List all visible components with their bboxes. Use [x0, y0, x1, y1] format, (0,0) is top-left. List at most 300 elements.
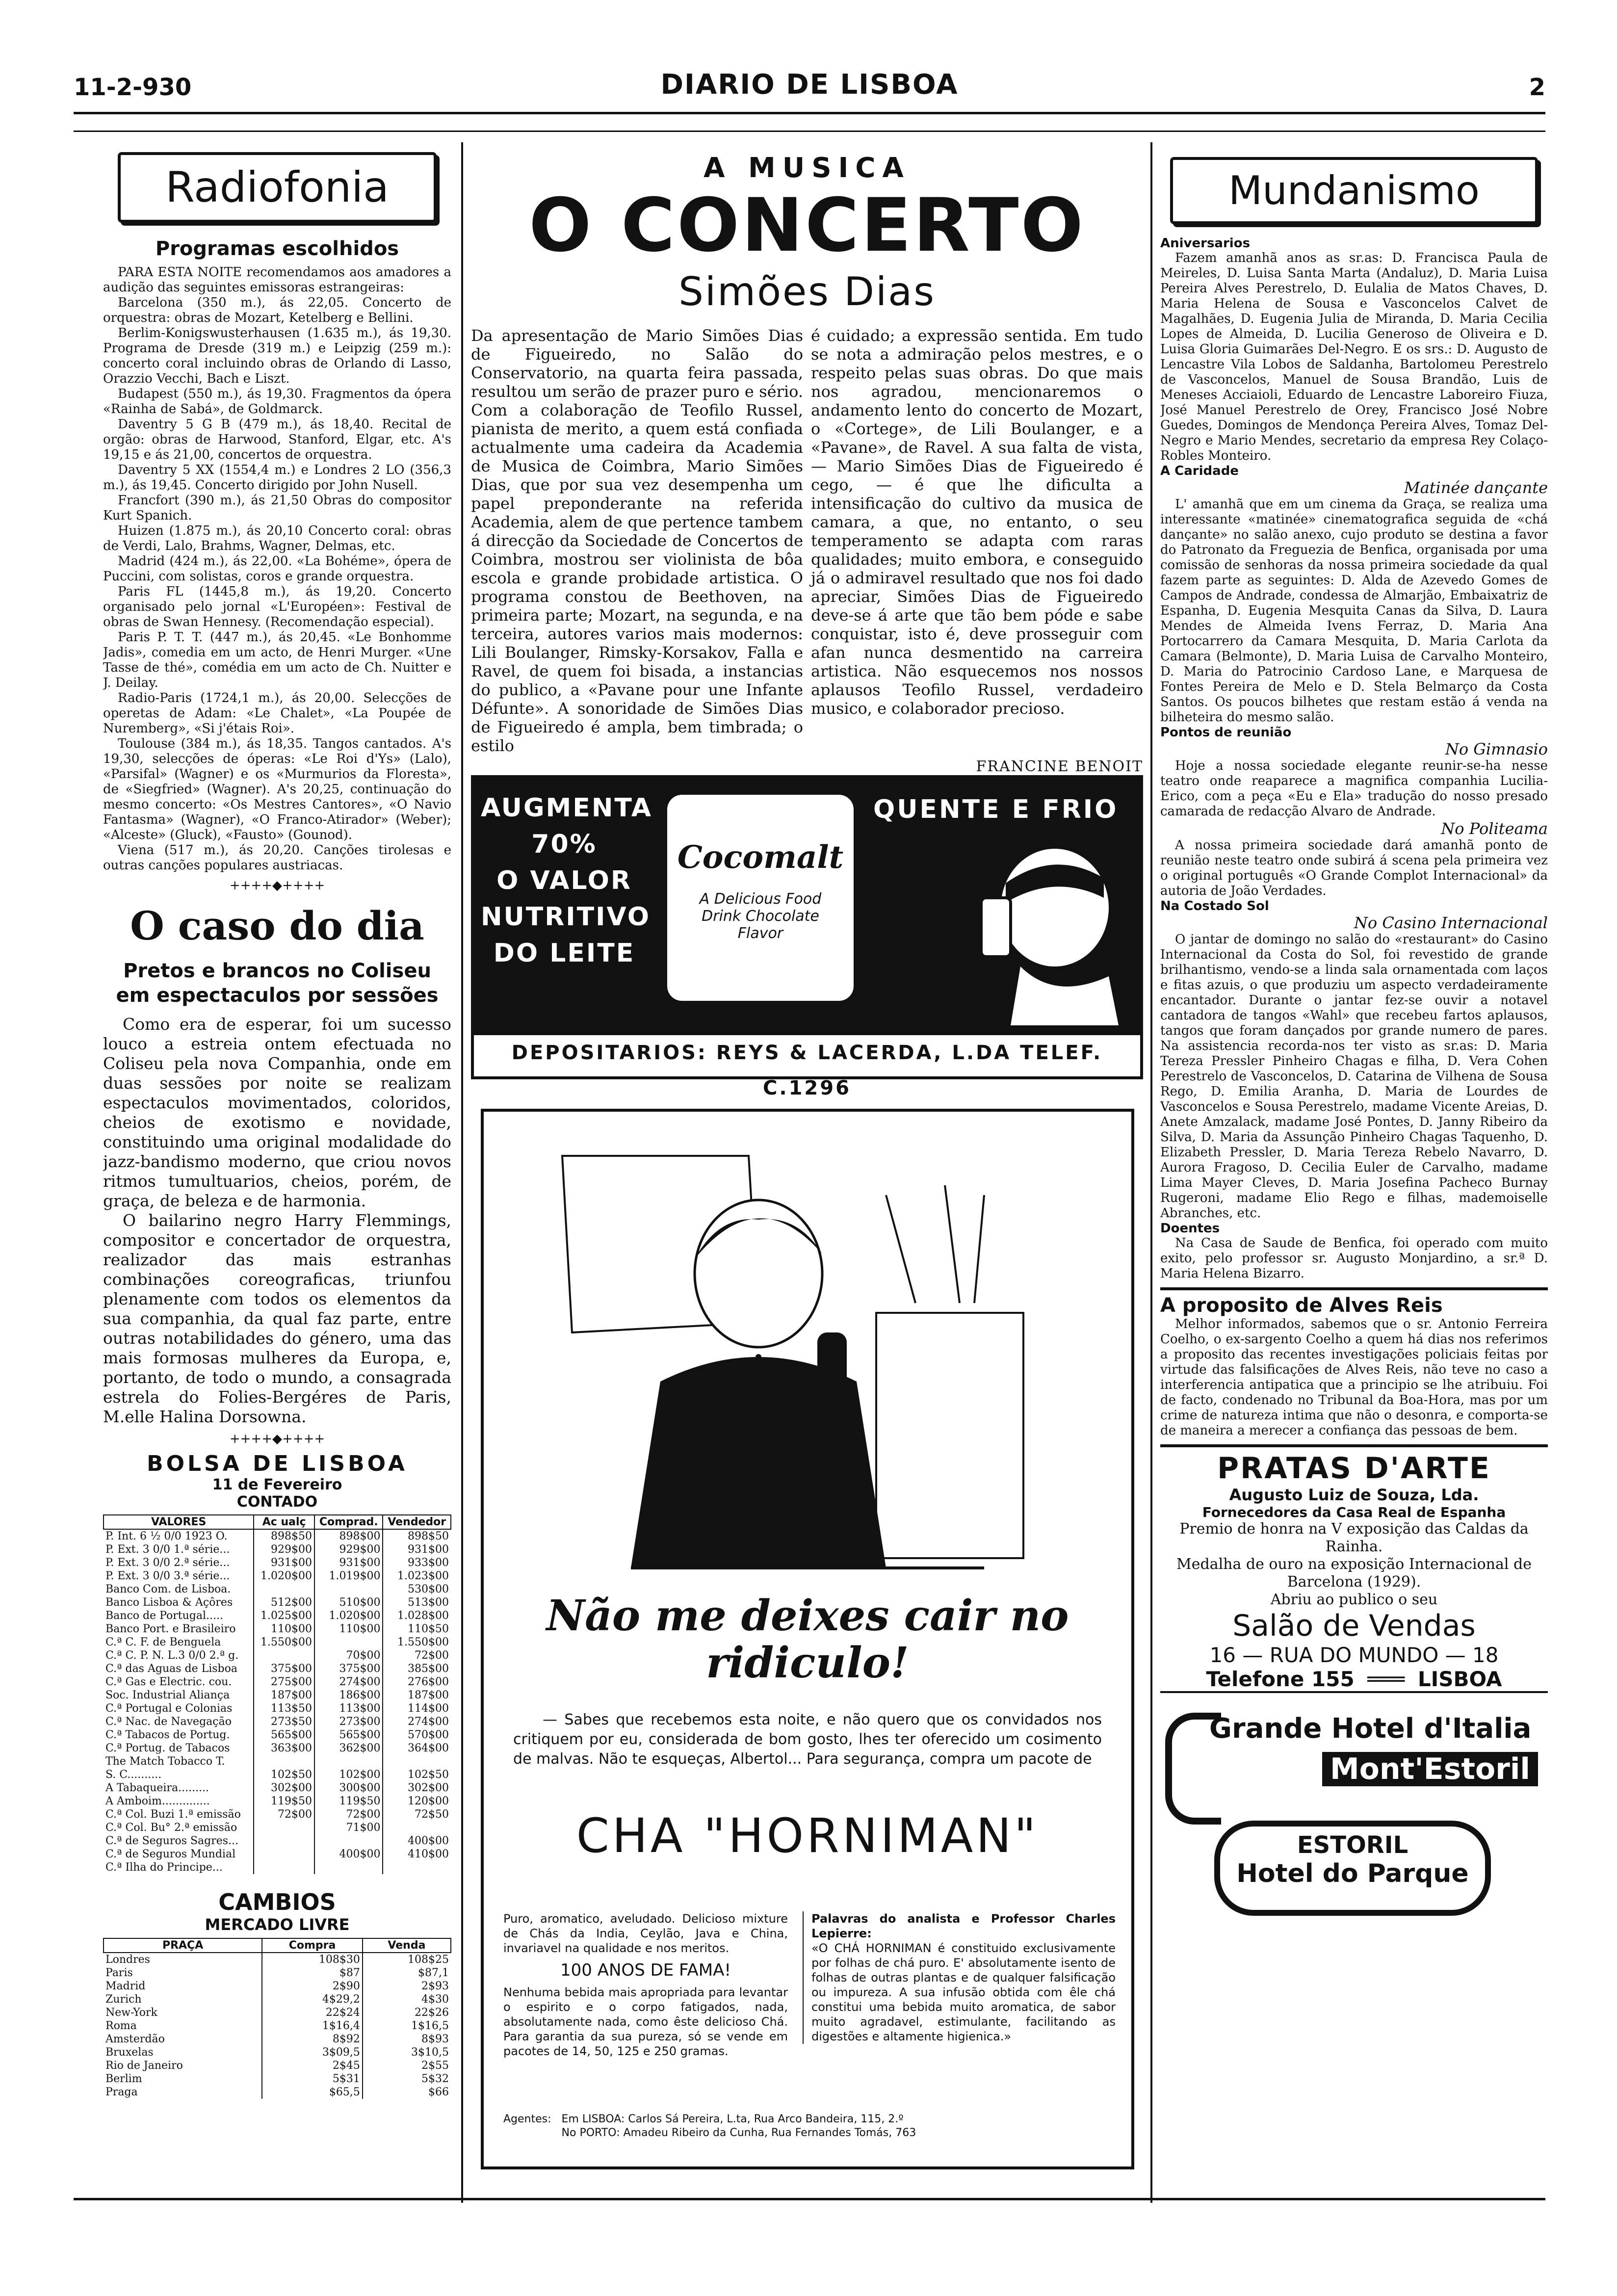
program-item: Francfort (390 m.), ás 21,50 Obras do compositor Kurt Spanich.	[103, 493, 451, 523]
table-cell: C.ª Col. Buzi 1.ª emissão	[105, 1808, 241, 1821]
woman-telephone-illustration	[543, 1126, 1072, 1597]
table-cell: $65,5	[262, 2086, 363, 2099]
newspaper-title: DIARIO DE LISBOA	[660, 69, 959, 101]
middle-column	[471, 147, 1143, 2178]
divider-ornament-2: ++++◆++++	[229, 1432, 325, 1446]
table-row	[104, 2019, 451, 2033]
table-cell: 400$00	[383, 1834, 451, 1848]
table-cell: 276$00	[383, 1675, 451, 1689]
table-cell: Madrid	[105, 1980, 146, 1992]
article-col-2: é cuidado; a expressão sentida. Em tudo se nota a admiração pelos mestres, e o respeito pelas suas obras. Do que mais nos agradou, mencionaremos o andamento lento do concerto de Mozart, o «Cortege», de Lili Boulanger, e a «Pavane», de Ravel. A sua falta de vista, — Mario Simões Dias de Figueiredo é cego, — é que lhe dificulta a intensificação do cultivo da musica de camara, a que, no entanto, o seu temperamento se adapta com raras qualidades; muito embora, e conseguido já o admiravel resultado que nos foi dado apreciar, Simões Dias de Figueiredo deve-se á arte que tão bem póde e sabe conquistar, isto é, deve prosseguir com afan nunca desmentido na carreira artistica. Não esquecemos nos nossos aplausos Teofilo Russel, verdadeiro musico, e colaborador precioso.	[811, 326, 1143, 718]
gimnasio-text: Hoje a nossa sociedade elegante reunir-se-ha nesse teatro onde reaparece a magnifica companhia Lucilia-Erico, com a peça «Eu e Ela» tradução do nosso presado camarada de redacção Alvaro de Andrade.	[1160, 758, 1548, 819]
table-cell: 898$50	[383, 1529, 451, 1543]
horniman-brand: CHA "HORNIMAN"	[576, 1808, 1039, 1863]
table-cell	[254, 1821, 314, 1834]
gimnasio-heading: No Gimnasio	[1445, 740, 1548, 758]
table-cell	[314, 1861, 383, 1874]
table-cell	[383, 1821, 451, 1834]
table-cell: 275$00	[254, 1675, 314, 1689]
table-cell: S. C..........	[105, 1769, 162, 1781]
table-cell	[383, 1755, 451, 1768]
program-item: Barcelona (350 m.), ás 22,05. Concerto de orquestra: obras de Mozart, Ketelberg e Bellini.	[103, 295, 451, 325]
table-cell: 2$55	[363, 2059, 451, 2072]
table-cell: 363$00	[254, 1742, 314, 1755]
table-cell	[314, 1636, 383, 1649]
table-row	[104, 1622, 451, 1636]
horniman-left-block	[503, 1911, 788, 2059]
table-cell: C.ª de Seguros Mundial	[105, 1848, 236, 1860]
table-row	[104, 1583, 451, 1596]
table-cell: C.ª Gas e Electric. cou.	[105, 1676, 232, 1688]
program-item: Paris FL (1445,8 m.), ás 19,20. Concerto organisado pelo jornal «L'Européen»: Festival de obras de Swan Hennesy. (Recomendação especial).	[103, 584, 451, 629]
bolsa-subtitle: CONTADO	[236, 1493, 318, 1511]
table-cell: 1.020$00	[314, 1609, 383, 1622]
table-row	[104, 1861, 451, 1874]
table-cell: P. Ext. 3 0/0 1.ª série...	[105, 1543, 230, 1556]
table-cell: 119$50	[254, 1795, 314, 1808]
table-row	[104, 1715, 451, 1728]
cocomalt-ad	[471, 775, 1143, 1099]
mundanismo-title: Mundanismo	[1170, 157, 1538, 224]
program-item: Toulouse (384 m.), ás 18,35. Tangos cantados. A's 19,30, selecções de óperas: «Le Roi d'Ys» (Lalo), «Parsifal» (Wagner) e os «Murmurios da Floresta», de «Siegfried» (Wagner). A's 20,25, continuação do mesmo concerto: «Os Mestres Cantores», «O Navio Fantasma» (Wagner), «O Franco-Atirador» (Weber); «Alceste» (Gluck), «Fausto» (Gounod).	[103, 736, 451, 842]
program-item: Huizen (1.875 m.), ás 20,10 Concerto coral: obras de Verdi, Lalo, Brahms, Wagner, Delmas, etc.	[103, 523, 451, 553]
table-cell: 187$00	[254, 1689, 314, 1702]
table-cell: C.ª Portug. de Tabacos	[105, 1742, 230, 1754]
table-cell: C.ª Portugal e Colonias	[105, 1702, 233, 1715]
hotel-parque-badge	[1214, 1821, 1491, 1916]
table-cell: 929$00	[254, 1543, 314, 1556]
article-headline: O CONCERTO	[528, 183, 1086, 268]
aniversarios-text: Fazem amanhã anos as sr.as: D. Francisca Paula de Meireles, D. Luisa Santa Marta (Andaluz), D. Maria Luisa Pereira Alves Perestrelo, D. Eulalia de Matos Chaves, D. Maria Helena de Sousa e Vasconcelos Calvet de Magalhães, D. Eugenia Julia de Miranda, D. Maria Cecilia Lopes de Almeida, D. Lucilia Generoso de Oliveira e D. Luisa Gloria Guimarães Del-Negro. E os srs.: D. Augusto de Lencastre Vila Lobos de Saldanha, Bartolomeu Perestrelo de Vasconcelos, Manuel de Sousa Brandão, Luis de Meneses Acciaioli, Eduardo de Lencastre Laboreiro Fiuza, José Manuel Perestrelo de Orey, Francisco José Nobre Guedes, Domingos de Mendonça Pereira Alves, Tomaz Del-Negro e Mario Mendes, secretario da empresa Rey Colaço-Robles Monteiro.	[1160, 251, 1548, 463]
table-cell: C.ª Nac. de Navegação	[105, 1716, 232, 1728]
alves-heading: A proposito de Alves Reis	[1160, 1294, 1443, 1317]
table-row	[104, 1781, 451, 1795]
table-row	[104, 1953, 451, 1966]
table-cell: 110$00	[314, 1622, 383, 1636]
pratas-phone-line	[1160, 1667, 1548, 1693]
table-row	[104, 1556, 451, 1569]
casino-text: O jantar de domingo no salão do «restaurant» do Casino Internacional da Costa do Sol, foi revestido de grande brilhantismo, vendo-se a linda sala ornamentada com laços e fitas azuis, o que produziu um aspecto verdadeiramente encantador. Durante o jantar fez-se ouvir a notavel cantadora de tangos «Wahl» que recebeu fartos aplausos, tangos que foram dançados por grande numero de pares. Na assistencia recorda-nos ter visto as sr.as: D. Maria Tereza Pressler Pinheiro Chagas e filha, D. Vera Cohen Perestrelo de Vasconcelos, D. Catarina de Vilhena de Sousa Rego, D. Emilia Aranha, D. Maria de Lourdes de Vasconcelos e Sousa Perestrelo, madame Vicente Areias, D. Anete Amzalack, madame José Pontes, D. Janny Ribeiro da Silva, D. Maria da Assunção Pinheiro Chagas Taquenho, D. Elizabeth Pressler, D. Maria Tereza Rebelo Navarro, D. Aurora Fragoso, D. Cecilia Euler de Carvalho, madame Lima Mayer Cleves, D. Maria Josefina Pacheco Burnay Rugeroni, madame Elio Rego e filhas, mademoiselle Abranches, etc.	[1160, 932, 1548, 1221]
cocomalt-footer: DEPOSITARIOS: REYS & LACERDA, L.DA TELEF. C.1296	[471, 1032, 1143, 1079]
issue-date: 11-2-930	[74, 74, 192, 101]
agents-label: Agentes:	[503, 2113, 551, 2125]
caso-subheading: Pretos e brancos no Coliseu em espectaculos por sessões	[116, 960, 439, 1007]
table-cell: Zurich	[105, 1993, 142, 2006]
table-cell: 119$50	[314, 1795, 383, 1808]
table-cell: 929$00	[314, 1543, 383, 1556]
bolsa-date: 11 de Fevereiro	[212, 1476, 342, 1493]
table-cell	[314, 1834, 383, 1848]
table-cell: Banco Com. de Lisboa.	[105, 1583, 231, 1595]
pratas-ad	[1160, 1451, 1548, 1693]
table-cell: Banco Port. e Brasileiro	[105, 1623, 236, 1635]
column-divider-right	[1150, 142, 1152, 2203]
table-header-cell: Compra	[262, 1938, 363, 1953]
table-cell: 1.023$00	[383, 1569, 451, 1583]
table-cell	[383, 1861, 451, 1874]
table-cell: 70$00	[314, 1649, 383, 1662]
table-cell: Soc. Industrial Aliança	[105, 1689, 230, 1701]
table-cell: 72$00	[254, 1808, 314, 1821]
cambios-title: CAMBIOS	[218, 1889, 336, 1915]
table-header-cell: PRAÇA	[104, 1938, 262, 1953]
table-cell: 274$00	[314, 1675, 383, 1689]
program-item: Viena (517 m.), ás 20,20. Canções tirolesas e outras canções populares austriacas.	[103, 843, 451, 873]
table-cell	[314, 1583, 383, 1596]
hotel-parque: Hotel do Parque	[1236, 1859, 1469, 1888]
boy-drinking-illustration	[962, 839, 1123, 1025]
programs-heading: Programas escolhidos	[155, 237, 399, 260]
table-cell: 8$93	[363, 2033, 451, 2046]
pratas-title: PRATAS D'ARTE	[1217, 1451, 1491, 1486]
costa-heading: Na Costado Sol	[1160, 899, 1269, 913]
table-cell: Roma	[105, 2020, 137, 2032]
horniman-analyst-quote: «O CHÁ HORNIMAN é constituido exclusivamente por folhas de chá puro. E' absolutamente isento de folhas de outras plantas e de qualquer falsificação ou impureza. A sua infusão obtida com êle chá constitui uma bebida muito aromatica, de sabor muito agradavel, estimulante, facilitando as digestões e altamente higienica.»	[811, 1941, 1116, 2043]
section-rule	[1160, 1287, 1548, 1290]
table-row	[104, 2033, 451, 2046]
table-cell: 1.550$00	[254, 1636, 314, 1649]
table-row	[104, 1596, 451, 1609]
cocomalt-can	[667, 795, 854, 1001]
section-rule-2	[1160, 1444, 1548, 1447]
agents-list	[562, 2113, 916, 2140]
table-row	[104, 1848, 451, 1861]
table-cell: 410$00	[383, 1848, 451, 1861]
hotel-location: Mont'Estoril	[1322, 1752, 1538, 1786]
horniman-desc-2: Nenhuma bebida mais apropriada para levantar o espirito e o corpo fatigados, nada, absolutamente nada, como êste delicioso Chá. Para garantia da sua pureza, só se vende em pacotes de 14, 50, 125 e 250 gramas.	[503, 1985, 788, 2058]
table-cell: 931$00	[254, 1556, 314, 1569]
table-cell: 2$90	[262, 1980, 363, 1993]
top-rule	[74, 112, 1545, 114]
table-cell: C.ª C. F. de Benguela	[105, 1636, 221, 1648]
table-header-cell: Comprad.	[314, 1515, 383, 1529]
table-cell: P. Ext. 3 0/0 3.ª série...	[105, 1570, 230, 1582]
cocomalt-brand: Cocomalt	[677, 839, 844, 876]
table-cell: 4$30	[363, 1993, 451, 2006]
table-row	[104, 1649, 451, 1662]
table-cell: The Match Tobacco T.	[105, 1755, 225, 1768]
table-cell: Berlim	[105, 2073, 142, 2085]
aniversarios-heading: Aniversarios	[1160, 236, 1251, 251]
caso-paragraph-1: Como era de esperar, foi um sucesso louco a estreia ontem efectuada no Coliseu pela nova Companhia, onde em duas sessões por noite se realizam espectaculos movimentados, coloridos, cheios de exotismo e novidade, constituindo uma original modalidade do jazz-bandismo moderno, que criou novos ritmos tumultuarios, cheios, porém, de graça, de beleza e de harmonia.	[103, 1015, 451, 1210]
cocomalt-line: NUTRITIVO	[481, 902, 651, 932]
pratas-city: LISBOA	[1417, 1667, 1502, 1691]
table-cell	[254, 1649, 314, 1662]
caso-heading: O caso do dia	[130, 903, 424, 949]
table-cell: 570$00	[383, 1728, 451, 1742]
table-cell: 102$50	[254, 1768, 314, 1781]
table-row	[104, 1609, 451, 1622]
article-subheadline: Simões Dias	[678, 269, 936, 314]
article-kicker: A MUSICA	[704, 152, 911, 184]
table-cell: Banco de Portugal.....	[105, 1610, 223, 1622]
left-column	[103, 147, 451, 2178]
table-cell: 375$00	[314, 1662, 383, 1675]
table-cell: 302$00	[383, 1781, 451, 1795]
program-item: Berlim-Konigswusterhausen (1.635 m.), ás 19,30. Programa de Dresde (319 m.) e Leipzig (259 m.): concerto coral incluindo obras de Orlando di Lasso, Orazzio Vecchi, Bach e Liszt.	[103, 326, 451, 386]
table-row	[104, 1795, 451, 1808]
table-cell: Paris	[105, 1967, 133, 1979]
masthead	[74, 69, 1545, 108]
table-cell: 2$93	[363, 1980, 451, 1993]
cocomalt-line: AUGMENTA	[481, 793, 653, 823]
divider-ornament: ++++◆++++	[229, 878, 325, 893]
table-cell: 1.025$00	[254, 1609, 314, 1622]
table-cell: C.ª C. P. N. L.3 0/0 2.ª g.	[105, 1649, 239, 1662]
table-cell: C.ª Ilha do Principe...	[105, 1861, 223, 1874]
politeama-text: A nossa primeira sociedade dará amanhã ponto de reunião neste teatro onde subirá á scena pela primeira vez o original português «O Grande Complot Internacional» da autoria de João Verdades.	[1160, 838, 1548, 898]
table-row	[104, 1980, 451, 1993]
table-row	[104, 2072, 451, 2086]
table-cell: 933$00	[383, 1556, 451, 1569]
bolsa-header-row	[104, 1515, 451, 1529]
program-item: Daventry 5 XX (1554,4 m.) e Londres 2 LO (356,3 m.), ás 19,45. Concerto dirigido por John Nusell.	[103, 463, 451, 493]
agents-lisboa: Em LISBOA: Carlos Sá Pereira, L.ta, Rua Arco Bandeira, 115, 2.º	[561, 2113, 904, 2125]
table-cell: 931$00	[314, 1556, 383, 1569]
table-cell: 102$50	[383, 1768, 451, 1781]
table-cell	[314, 1755, 383, 1768]
table-cell: 110$50	[383, 1622, 451, 1636]
table-cell: 5$31	[262, 2072, 363, 2086]
table-cell: New-York	[105, 2007, 157, 2019]
table-cell: 4$29,2	[262, 1993, 363, 2006]
politeama-heading: No Politeama	[1441, 819, 1548, 838]
hotel-estoril: ESTORIL	[1297, 1831, 1408, 1859]
programs-list	[103, 295, 451, 873]
table-cell: C.ª Col. Bu° 2.ª emissão	[105, 1822, 237, 1834]
cambios-table-body	[104, 1953, 451, 2099]
table-cell: 71$00	[314, 1821, 383, 1834]
table-row	[104, 1821, 451, 1834]
table-cell: 108$30	[262, 1953, 363, 1966]
table-cell: P. Ext. 3 0/0 2.ª série...	[105, 1557, 230, 1569]
table-cell: $87,1	[363, 1966, 451, 1980]
table-cell: 898$00	[314, 1529, 383, 1543]
table-cell: P. Int. 6 ½ 0/0 1923 O.	[105, 1530, 228, 1542]
table-cell: Praga	[105, 2086, 138, 2098]
article-signature: FRANCINE BENOIT	[976, 758, 1143, 775]
table-cell: 274$00	[383, 1715, 451, 1728]
program-item: Budapest (550 m.), ás 19,30. Fragmentos da ópera «Rainha de Sabá», de Goldmarck.	[103, 387, 451, 417]
table-cell: 1.019$00	[314, 1569, 383, 1583]
bottom-rule	[74, 2198, 1545, 2200]
table-cell: 565$00	[314, 1728, 383, 1742]
doentes-heading: Doentes	[1160, 1221, 1220, 1236]
cocomalt-hot-cold: QUENTE E FRIO	[873, 795, 1119, 824]
table-cell: 120$00	[383, 1795, 451, 1808]
table-header-cell: VALORES	[104, 1515, 254, 1529]
bolsa-table-body	[104, 1529, 451, 1874]
table-cell: 512$00	[254, 1596, 314, 1609]
table-cell: Bruxelas	[105, 2046, 154, 2059]
column-divider-left	[461, 142, 463, 2203]
pratas-phone: Telefone 155	[1206, 1667, 1355, 1691]
table-cell: 1.550$00	[383, 1636, 451, 1649]
table-row	[104, 1569, 451, 1583]
table-cell: A Tabaqueira.........	[105, 1782, 209, 1794]
table-row	[104, 1728, 451, 1742]
hotel-ad	[1160, 1708, 1548, 1919]
table-cell: 22$24	[262, 2006, 363, 2019]
cocomalt-line: DO LEITE	[493, 939, 635, 968]
table-row	[104, 1755, 451, 1768]
table-cell: 1.020$00	[254, 1569, 314, 1583]
cambios-table	[103, 1938, 451, 2099]
table-cell: 300$00	[314, 1781, 383, 1795]
table-header-cell: Vendedor	[383, 1515, 451, 1529]
table-cell: 1$16,4	[262, 2019, 363, 2033]
table-row	[104, 1636, 451, 1649]
horniman-slogan: Não me deixes cair no ridiculo!	[546, 1591, 1069, 1688]
table-cell: 364$00	[383, 1742, 451, 1755]
table-cell: 931$00	[383, 1543, 451, 1556]
table-cell: 113$00	[314, 1702, 383, 1715]
right-column	[1160, 147, 1548, 2178]
table-header-cell: Ac ualç	[254, 1515, 314, 1529]
pratas-opened: Abriu ao publico o seu	[1270, 1591, 1438, 1608]
cocomalt-can-label: A Delicious Food Drink Chocolate Flavor	[699, 890, 822, 942]
table-cell: 110$00	[254, 1622, 314, 1636]
pratas-supplier: Fornecedores da Casa Real de Espanha	[1202, 1504, 1506, 1520]
hotel-name: Grande Hotel d'Italia	[1209, 1713, 1532, 1745]
table-header-cell: Venda	[363, 1938, 451, 1953]
cambios-subtitle: MERCADO LIVRE	[205, 1915, 350, 1934]
table-cell	[254, 1834, 314, 1848]
table-row	[104, 2059, 451, 2072]
pratas-award-2: Medalha de ouro na exposição Internacional de Barcelona (1929).	[1176, 1556, 1532, 1591]
pratas-address: 16 — RUA DO MUNDO — 18	[1209, 1643, 1499, 1667]
table-cell: 108$25	[363, 1953, 451, 1966]
pratas-owner: Augusto Luiz de Souza, Lda.	[1229, 1486, 1479, 1504]
horniman-desc: Puro, aromatico, aveludado. Delicioso mixture de Chás da India, Ceylão, Java e China, invariavel na qualidade e nos meritos.	[503, 1912, 788, 1955]
cocomalt-left-text	[481, 790, 653, 971]
pratas-salao: Salão de Vendas	[1232, 1609, 1476, 1643]
table-cell: 898$50	[254, 1529, 314, 1543]
casino-heading: No Casino Internacional	[1354, 913, 1548, 932]
page-number: 2	[1529, 74, 1545, 101]
table-cell: 565$00	[254, 1728, 314, 1742]
table-row	[104, 1742, 451, 1755]
table-cell: $66	[363, 2086, 451, 2099]
table-row	[104, 1675, 451, 1689]
table-row	[104, 1702, 451, 1715]
cocomalt-line: 70%	[531, 830, 597, 859]
horniman-right-block	[803, 1911, 1116, 2044]
table-cell: 187$00	[383, 1689, 451, 1702]
article-body	[471, 326, 1143, 755]
program-item: Paris P. T. T. (447 m.), ás 20,45. «Le Bonhomme Jadis», comedia em um acto, de Henri Murger. «Une Tasse de thé», comédia em um acto de Ch. Nuitter e J. Deilay.	[103, 630, 451, 690]
table-cell: 2$45	[262, 2059, 363, 2072]
table-cell: C.ª de Seguros Sagres...	[105, 1835, 239, 1847]
table-cell: 530$00	[383, 1583, 451, 1596]
table-cell: 273$50	[254, 1715, 314, 1728]
table-cell: 186$00	[314, 1689, 383, 1702]
table-cell: 513$00	[383, 1596, 451, 1609]
table-cell: Banco Lisboa & Açôres	[105, 1596, 233, 1609]
table-cell: 8$92	[262, 2033, 363, 2046]
table-row	[104, 1529, 451, 1543]
cambios-header-row	[104, 1938, 451, 1953]
horniman-dialog: — Sabes que recebemos esta noite, e não quero que os convidados nos critiquem por eu, considerada de bom gosto, lhes ter oferecido um cosimento de malvas. Não te esqueças, Albertol... Para segurança, compra um pacote de	[513, 1711, 1102, 1768]
table-cell: 114$00	[383, 1702, 451, 1715]
table-cell: Londres	[105, 1954, 150, 1966]
doentes-text: Na Casa de Saude de Benfica, foi operado com muito exito, pelo professor sr. Augusto Monjardino, a sr.ª D. Maria Helena Bizarro.	[1160, 1236, 1548, 1281]
table-cell: $87	[262, 1966, 363, 1980]
horniman-ad	[481, 1109, 1134, 2169]
table-cell: 375$00	[254, 1662, 314, 1675]
program-item: Daventry 5 G B (479 m.), ás 18,40. Recital de orgão: obras de Harwood, Stanford, Elgar, etc. A's 19,15 e ás 21,00, concertos de orquestra.	[103, 417, 451, 462]
table-row	[104, 2086, 451, 2099]
table-cell: Amsterdão	[105, 2033, 165, 2045]
cocomalt-line: O VALOR	[496, 866, 632, 895]
table-cell: 362$00	[314, 1742, 383, 1755]
table-row	[104, 1689, 451, 1702]
table-cell: Rio de Janeiro	[105, 2060, 183, 2072]
table-cell: 1$16,5	[363, 2019, 451, 2033]
caso-paragraph-2: O bailarino negro Harry Flemmings, compositor e concertador de orquestra, realizador das mais estranhas combinações coreograficas, triunfou plenamente com todos os elementos da sua companhia, da qual faz parte, entre outras notabilidades do género, uma das mais formosas mulheres da Europa, e, portanto, de todo o mundo, a consagrada estrela do Folies-Bergéres de Paris, M.elle Halina Dorsowna.	[103, 1211, 451, 1426]
programs-intro: PARA ESTA NOITE recomendamos aos amadores a audição das seguintes emissoras estrangeiras:	[103, 265, 451, 295]
table-cell: 510$00	[314, 1596, 383, 1609]
table-row	[104, 1543, 451, 1556]
top-rule-2	[74, 130, 1545, 132]
pontos-heading: Pontos de reunião	[1160, 725, 1292, 740]
horniman-agents	[503, 2113, 1112, 2140]
table-cell	[254, 1583, 314, 1596]
table-cell: 22$26	[363, 2006, 451, 2019]
table-row	[104, 1993, 451, 2006]
bolsa-table	[103, 1514, 451, 1874]
agents-porto: No PORTO: Amadeu Ribeiro da Cunha, Rua Fernandes Tomás, 763	[561, 2127, 916, 2139]
table-cell: 3$10,5	[363, 2046, 451, 2059]
table-row	[104, 1808, 451, 1821]
table-cell: 385$00	[383, 1662, 451, 1675]
table-cell: 1.028$00	[383, 1609, 451, 1622]
table-row	[104, 2046, 451, 2059]
table-row	[104, 1834, 451, 1848]
caridade-heading: A Caridade	[1160, 464, 1239, 478]
table-cell: 3$09,5	[262, 2046, 363, 2059]
table-cell: 273$00	[314, 1715, 383, 1728]
article-col-1: Da apresentação de Mario Simões Dias de Figueiredo, no Salão do Conservatorio, na quarta feira passada, resultou um serão de prazer puro e sério. Com a colaboração de Teofilo Russel, pianista de merito, a quem está confiada actualmente uma cadeira da Academia de Musica de Coimbra, Mario Simões Dias, que por sua vez desempenha um papel preponderante na referida Academia, alem de que pertence tambem á direcção da Sociedade de Concertos de Coimbra, mostrou ser violinista de bôa escola e grande probidade artistica. O programa constou de Beethoven, na primeira parte; Mozart, na segunda, e na terceira, autores varios mais modernos: Lili Boulanger, Rimsky-Korsakov, Falla e Ravel, de quem foi bisada, a instancias do publico, a «Pavane pour une Infante Défunte». A sonoridade de Simões Dias de Figueiredo é ampla, bem timbrada; o estilo	[471, 326, 803, 755]
table-row	[104, 1662, 451, 1675]
pratas-equals: ═══	[1367, 1667, 1405, 1691]
table-row	[104, 1768, 451, 1781]
matinee-text: L' amanhã que em um cinema da Graça, se realiza uma interessante «matinée» cinematografica seguida de «chá dançante» no salão anexo, cujo produto se destina a favor do Patronato da Freguezia de Benfica, organisada por uma comissão de senhoras da nossa primeira sociedade da qual fazem parte as seguintes: D. Alda de Azevedo Gomes de Campos de Andrade, condessa de Almarjão, Embaixatriz de Espanha, D. Eugenia Mesquita Canas da Silva, D. Laura Mendes de Almeida Ivens Ferraz, D. Maria Ana Portocarrero da Camara Mesquita, D. Maria Carlota da Camara (Belmonte), D. Maria Luisa de Carvalho Monteiro, D. Maria do Patrocinio Cardoso Lane, e Marquesa de Fontes Pereira de Melo e D. Stela Belmarço da Costa Santos. Os poucos bilhetes que restam estão á venda na bilheteira do mesmo salão.	[1160, 497, 1548, 725]
table-cell: 102$00	[314, 1768, 383, 1781]
table-cell	[254, 1848, 314, 1861]
table-cell: 400$00	[314, 1848, 383, 1861]
table-cell: C.ª Tabacos de Portug.	[105, 1729, 230, 1741]
table-cell: 72$50	[383, 1808, 451, 1821]
table-cell	[254, 1861, 314, 1874]
horniman-fame: 100 ANOS DE FAMA!	[560, 1960, 731, 1980]
table-cell: 5$32	[363, 2072, 451, 2086]
table-cell: 72$00	[383, 1649, 451, 1662]
matinee-heading: Matinée dançante	[1404, 478, 1548, 497]
bolsa-title: BOLSA DE LISBOA	[147, 1451, 408, 1476]
table-cell	[254, 1755, 314, 1768]
table-cell: C.ª das Aguas de Lisboa	[105, 1663, 237, 1675]
table-row	[104, 1966, 451, 1980]
radiofonia-title: Radiofonia	[118, 152, 437, 223]
table-cell: 113$50	[254, 1702, 314, 1715]
table-cell: 72$00	[314, 1808, 383, 1821]
pratas-award-1: Premio de honra na V exposição das Caldas da Rainha.	[1179, 1520, 1529, 1555]
table-cell: A Amboim..............	[105, 1795, 210, 1807]
horniman-analyst-head: Palavras do analista e Professor Charles Lepierre:	[811, 1912, 1116, 1940]
alves-text: Melhor informados, sabemos que o sr. Antonio Ferreira Coelho, o ex-sargento Coelho a quem há dias nos referimos a proposito das recentes investigações policiais feitas por virtude das falsificações de Alves Reis, não teve no caso a interferencia antipatica que a principio se lhe atribuiu. Foi de facto, condenado no Tribunal da Boa-Hora, mas por um crime de natureza intima que não o desonra, e comporta-se de maneira a merecer a confiança das pessoas de bem.	[1160, 1317, 1548, 1438]
table-row	[104, 2006, 451, 2019]
